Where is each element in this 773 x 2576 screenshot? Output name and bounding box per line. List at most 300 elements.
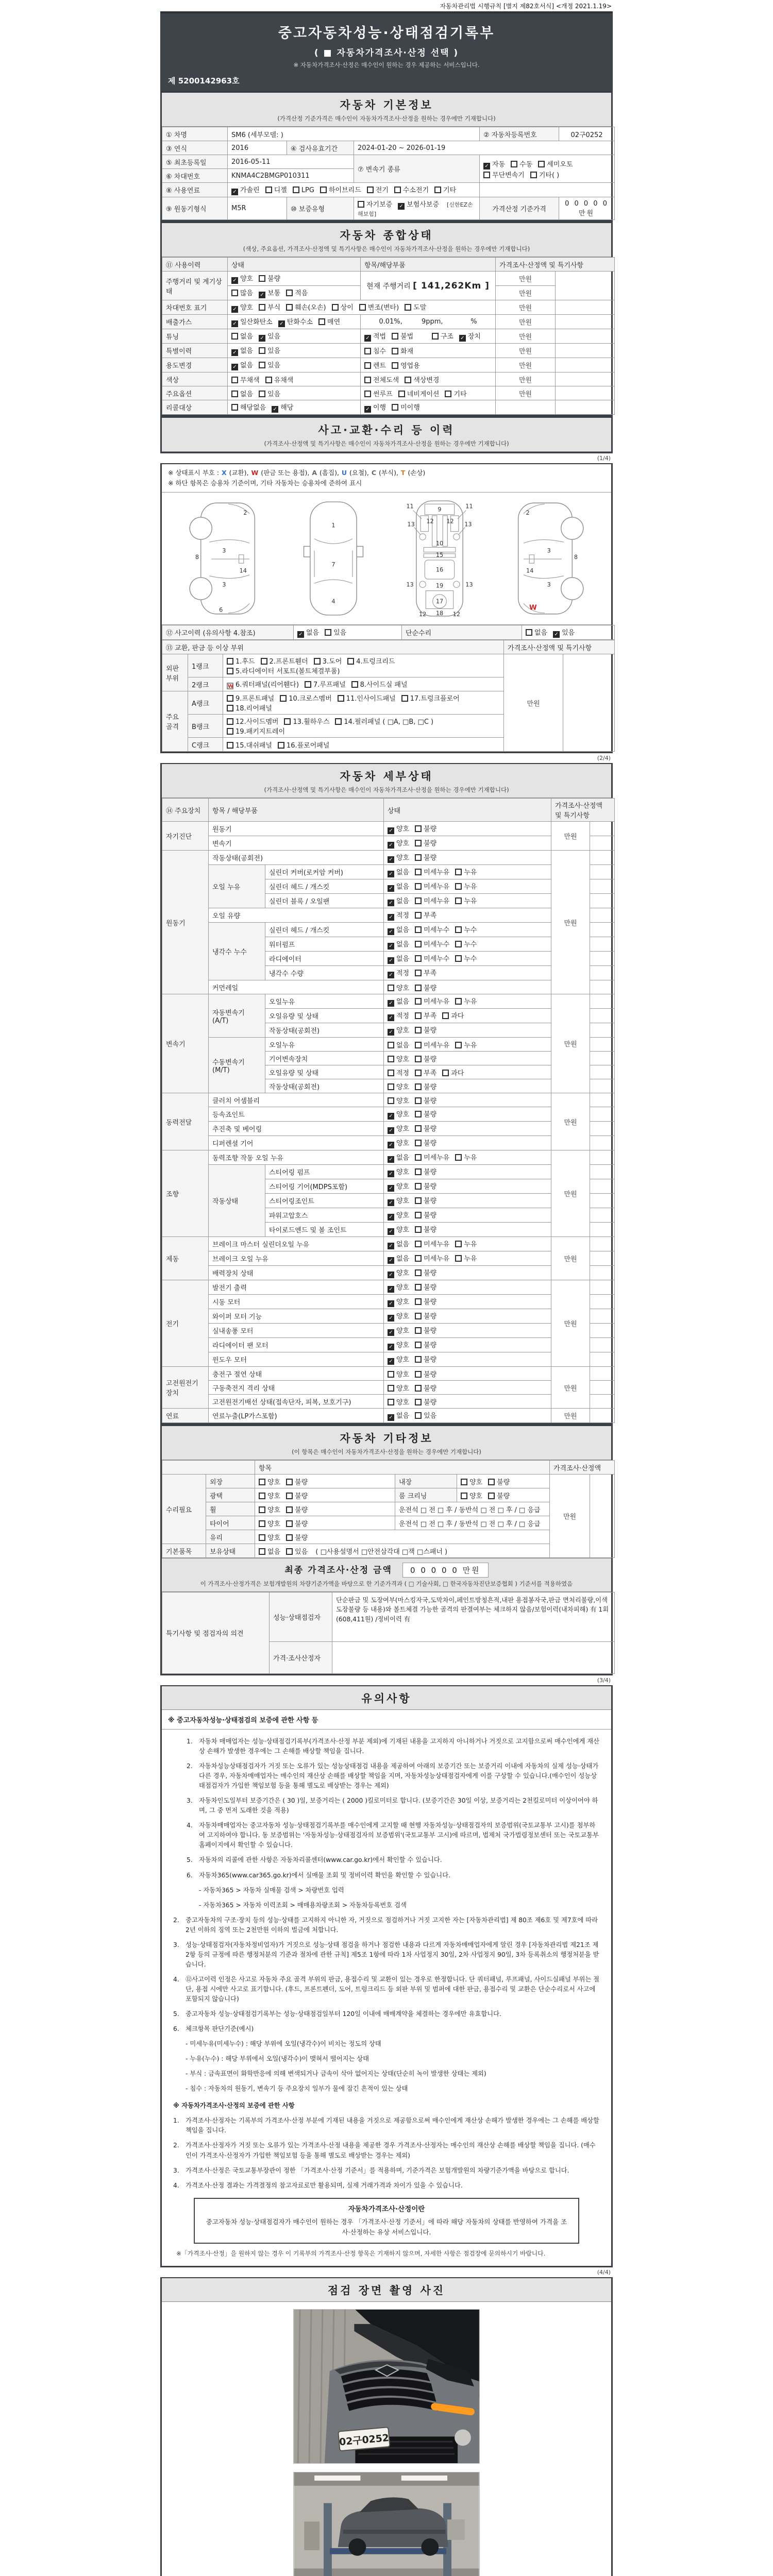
checkbox-label: 기타 [453, 390, 467, 398]
notice-title: 유의사항 [361, 1692, 412, 1705]
checkbox-icon [318, 318, 325, 325]
notice-item-text: 자동차의 리콜에 관한 사항은 자동차리콜센터(www.car.go.kr)에서 확인할 수 있습니다. [199, 1856, 442, 1864]
checkbox-label: 양호 [396, 1370, 410, 1379]
checkbox-icon [488, 1479, 495, 1485]
checkbox-option[interactable] [259, 302, 280, 312]
checkbox-icon [320, 187, 327, 193]
checkbox-label: 불량 [424, 1327, 437, 1335]
checkbox-option[interactable] [280, 693, 331, 703]
checkbox-label: 12.사이드멤버 [236, 718, 279, 726]
checkbox-option[interactable] [259, 1490, 280, 1500]
checkbox-option[interactable] [398, 199, 439, 210]
checkbox-option[interactable] [530, 170, 559, 179]
checkbox-option[interactable] [398, 388, 440, 398]
checkbox-option[interactable] [272, 402, 293, 413]
device-state-options [384, 836, 551, 851]
checkbox-option[interactable] [415, 1325, 436, 1335]
checkbox-option[interactable] [388, 852, 409, 863]
checkbox-option[interactable] [338, 693, 396, 703]
checkbox-option[interactable] [231, 184, 260, 195]
checkbox-option[interactable] [318, 316, 340, 326]
checkbox-option[interactable] [325, 627, 346, 637]
checkbox-option[interactable] [415, 939, 449, 948]
checkbox-option[interactable] [388, 1354, 409, 1365]
checkbox-option[interactable] [415, 867, 449, 876]
checkbox-option[interactable] [347, 656, 395, 666]
checkbox-option[interactable] [553, 627, 575, 638]
checkbox-icon [455, 955, 462, 962]
device-price-cell: 만원 [551, 1367, 590, 1409]
checkbox-label: 불량 [424, 1269, 437, 1277]
checkbox-option[interactable] [293, 187, 314, 194]
checkbox-option[interactable] [405, 302, 426, 312]
checkbox-label: 불량 [424, 1398, 437, 1406]
notice-item-number: 4. [187, 1822, 193, 1829]
checkbox-icon [227, 705, 233, 711]
checkbox-option[interactable] [488, 1477, 510, 1486]
state-options [228, 386, 361, 400]
checkbox-option[interactable] [415, 1123, 436, 1133]
checkbox-option[interactable] [415, 1354, 436, 1364]
device-state-options [384, 1136, 551, 1150]
checkbox-option[interactable] [231, 345, 253, 356]
checkbox-option[interactable] [415, 996, 449, 1006]
checkbox-option[interactable] [455, 924, 477, 934]
checkbox-option[interactable] [392, 331, 413, 341]
checkbox-label: 누수 [464, 926, 477, 934]
state-options [228, 358, 361, 372]
checkbox-option[interactable] [455, 953, 477, 963]
checkbox-option[interactable] [388, 1195, 409, 1206]
checkbox-option[interactable] [415, 1081, 436, 1091]
checkbox-option[interactable] [455, 996, 477, 1006]
checkbox-label: 불량 [424, 1183, 437, 1191]
checkbox-option[interactable] [231, 375, 260, 384]
checkbox-option[interactable] [415, 838, 436, 848]
checkbox-option[interactable] [388, 924, 409, 935]
checkbox-option[interactable] [314, 656, 342, 666]
notice-item [173, 2009, 600, 2019]
checkbox-option[interactable] [415, 1383, 436, 1393]
checkbox-option[interactable] [227, 666, 340, 675]
checkbox-option[interactable] [415, 1267, 436, 1277]
panel-rank-label: C랭크 [188, 738, 223, 752]
checkbox-icon [415, 1212, 422, 1218]
checkbox-option[interactable] [415, 1054, 436, 1063]
checkbox-option[interactable] [415, 910, 436, 920]
checkbox-icon [415, 1298, 422, 1305]
checkbox-option[interactable] [259, 1532, 280, 1542]
checkbox-option[interactable] [231, 302, 253, 313]
first-reg-value: 2016-05-11 [228, 155, 354, 169]
checkbox-option[interactable] [432, 331, 453, 341]
checkbox-option[interactable] [231, 388, 253, 398]
device-part-label: 등속죠인트 [209, 1107, 384, 1122]
checkbox-option[interactable] [259, 1518, 280, 1528]
checkbox-option[interactable] [284, 716, 329, 726]
checkbox-option[interactable] [388, 982, 409, 992]
checkbox-label: 양호 [396, 1313, 410, 1320]
checkbox-option[interactable] [388, 1340, 409, 1350]
checkbox-option[interactable] [227, 726, 285, 736]
checkbox-option[interactable] [388, 1325, 409, 1336]
checkbox-option[interactable] [364, 402, 386, 413]
checkbox-option[interactable] [286, 1477, 308, 1486]
checkbox-label: 불량 [424, 1125, 437, 1133]
device-part-label: 오일 유량 [209, 908, 384, 923]
checkbox-label: 누유 [464, 869, 477, 876]
device-remark-cell [590, 1038, 615, 1052]
checkbox-label: 불법 [400, 333, 414, 341]
checkbox-option[interactable] [286, 1518, 308, 1528]
checkbox-option[interactable] [388, 996, 409, 1007]
checkbox-option[interactable] [483, 159, 505, 170]
checkbox-option[interactable] [388, 1239, 409, 1249]
checkbox-option[interactable] [305, 679, 346, 689]
checkbox-option[interactable] [415, 1397, 436, 1406]
inspection-value: 2024-01-20 ~ 2026-01-19 [354, 141, 615, 155]
checkbox-option[interactable] [442, 1010, 464, 1020]
checkbox-option[interactable] [415, 953, 449, 963]
checkbox-option[interactable] [455, 939, 477, 948]
checkbox-option[interactable] [388, 1369, 409, 1379]
table-row [162, 1544, 615, 1558]
device-remark-cell [590, 865, 615, 879]
checkbox-option[interactable] [483, 170, 525, 179]
checkbox-option[interactable] [455, 867, 477, 876]
checkbox-option[interactable] [388, 881, 409, 892]
checkbox-option[interactable] [388, 1081, 409, 1091]
checkbox-option[interactable] [388, 1095, 409, 1105]
repair-item-extra: 운전석 □ 전 □ 후 / 동반석 □ 전 □ 후 / □ 응급 [395, 1502, 550, 1516]
checkbox-option[interactable] [388, 910, 409, 921]
checkbox-option[interactable] [415, 1152, 449, 1162]
checkbox-option[interactable] [415, 982, 436, 992]
checkbox-option[interactable] [388, 1397, 409, 1406]
checkbox-option[interactable] [227, 656, 255, 666]
checkbox-option[interactable] [388, 1296, 409, 1307]
checkbox-option[interactable] [227, 679, 299, 689]
checkbox-option[interactable] [415, 1410, 436, 1420]
checkbox-label: 양호 [396, 1197, 410, 1205]
diagram-number: 14 [239, 567, 247, 574]
checkbox-option[interactable] [358, 199, 392, 209]
checkbox-icon [364, 348, 371, 354]
checkbox-option[interactable] [415, 1369, 436, 1379]
checkbox-option[interactable] [488, 1490, 510, 1500]
checkbox-icon [415, 840, 422, 846]
checkbox-option[interactable] [388, 823, 409, 834]
checkbox-option[interactable] [388, 1166, 409, 1177]
checkbox-option[interactable] [388, 1123, 409, 1134]
checkbox-option[interactable] [415, 1296, 436, 1306]
checkbox-option[interactable] [415, 1095, 436, 1105]
checkbox-option[interactable] [231, 316, 273, 327]
checkbox-label: 부식 [267, 304, 281, 312]
checkbox-option[interactable] [259, 1504, 280, 1514]
panel-items-line [227, 666, 500, 675]
checkbox-option[interactable] [286, 302, 326, 312]
notice-subitem [187, 1886, 600, 1895]
checkbox-option[interactable] [320, 184, 361, 194]
checkbox-option[interactable] [259, 287, 280, 298]
checkbox-option[interactable] [415, 1224, 436, 1234]
checkbox-option[interactable] [364, 388, 393, 398]
checkbox-option[interactable] [392, 360, 420, 370]
device-group-label: 제동 [162, 1237, 209, 1280]
checkbox-option[interactable] [415, 1166, 436, 1176]
checkbox-option[interactable] [388, 1267, 409, 1278]
checkbox-option[interactable] [455, 1152, 477, 1162]
checkbox-option[interactable] [415, 1253, 449, 1263]
device-state-options [384, 1052, 551, 1065]
page-marker-4: (4/4) [597, 2268, 611, 2276]
checkbox-option[interactable] [511, 159, 532, 168]
device-part-label: 오일누유 [265, 994, 384, 1009]
checkbox-option[interactable] [415, 1138, 436, 1147]
checkbox-option[interactable] [259, 345, 280, 355]
checkbox-option[interactable] [388, 1311, 409, 1321]
checkbox-option[interactable] [286, 1532, 308, 1542]
table-row [162, 197, 615, 220]
checkbox-option[interactable] [388, 1109, 409, 1120]
checkbox-option[interactable] [388, 1224, 409, 1235]
device-part-label: 디퍼렌셜 기어 [209, 1136, 384, 1150]
notice-criteria [173, 2054, 600, 2064]
checkbox-option[interactable] [388, 1025, 409, 1036]
checkbox-option[interactable] [231, 402, 266, 412]
checkbox-icon: W [228, 684, 234, 689]
price-cell: 만원 [496, 272, 556, 286]
checkbox-option[interactable] [259, 273, 280, 283]
checkbox-option[interactable] [415, 968, 436, 977]
checkbox-icon [415, 955, 422, 962]
checkbox-option[interactable] [286, 287, 308, 297]
checkbox-option[interactable] [415, 895, 449, 905]
checkbox-label: LPG [301, 187, 314, 194]
checkbox-option[interactable] [461, 1490, 482, 1500]
checkbox-label: 양호 [267, 1520, 281, 1528]
checkbox-option[interactable] [388, 1210, 409, 1221]
checkbox-label: 불량 [424, 1370, 437, 1379]
checkbox-option[interactable] [231, 273, 253, 284]
checkbox-option[interactable] [415, 1010, 436, 1020]
checkbox-option[interactable] [278, 740, 329, 750]
checkbox-label: 구조 [440, 333, 453, 341]
checkbox-label: 불량 [295, 1492, 308, 1500]
checkbox-option[interactable] [405, 375, 439, 384]
device-remark-cell [590, 966, 615, 980]
checkbox-option[interactable] [259, 360, 280, 369]
checkbox-option[interactable] [388, 1282, 409, 1293]
checkbox-option[interactable] [388, 1181, 409, 1192]
notice-item-number: 2. [173, 1916, 179, 1924]
options-line [483, 170, 611, 179]
checkbox-option[interactable] [415, 924, 449, 934]
checkbox-icon [286, 1479, 293, 1485]
checkbox-option[interactable] [445, 388, 466, 398]
checkbox-option[interactable] [392, 346, 413, 355]
checkbox-option[interactable] [359, 302, 399, 312]
diagram-number: 12 [426, 518, 434, 525]
checkbox-option[interactable] [442, 1067, 464, 1077]
device-group-label: 자기진단 [162, 822, 209, 851]
panel-items-line [227, 693, 500, 703]
checkbox-option[interactable] [227, 740, 272, 750]
checkbox-option[interactable] [388, 1152, 409, 1163]
checkbox-icon [286, 1548, 293, 1555]
diagram-number: 13 [464, 521, 472, 528]
checkbox-option[interactable] [332, 302, 354, 312]
checkbox-option[interactable] [265, 375, 294, 384]
table-row [162, 836, 615, 851]
checkbox-option[interactable] [388, 1054, 409, 1063]
table-header-row [162, 640, 615, 654]
checkbox-option[interactable] [401, 693, 460, 703]
checkbox-option[interactable] [461, 1477, 482, 1486]
checkbox-option[interactable] [388, 1138, 409, 1148]
checkbox-option[interactable] [415, 1025, 436, 1035]
checkbox-option[interactable] [415, 1210, 436, 1219]
checkbox-option[interactable] [415, 1239, 449, 1248]
base-price-label: 가격산정 기준가격 [480, 197, 559, 220]
checkbox-label: 과다 [451, 1012, 464, 1020]
checkbox-option[interactable] [227, 703, 272, 713]
tuning-kind-options [432, 331, 486, 342]
checkbox-option[interactable] [259, 1477, 280, 1486]
checkbox-option[interactable] [455, 1239, 477, 1248]
checkbox-option[interactable] [388, 1383, 409, 1393]
checkbox-icon [259, 1493, 265, 1499]
checkbox-option[interactable] [455, 1040, 477, 1049]
checkbox-option[interactable] [526, 627, 547, 637]
checkbox-option[interactable] [388, 939, 409, 950]
checkbox-option[interactable] [231, 360, 253, 370]
checkbox-option[interactable] [297, 627, 319, 638]
checkbox-label: 탄화수소 [287, 318, 313, 326]
checkbox-option[interactable] [227, 693, 274, 703]
checkbox-option[interactable] [415, 852, 436, 862]
checkbox-option[interactable] [335, 716, 433, 726]
checkbox-option[interactable] [286, 1546, 308, 1556]
checkbox-label: 미세누유 [424, 897, 450, 905]
checkbox-option[interactable] [259, 331, 280, 342]
checkbox-icon [231, 404, 238, 411]
simple-repair-options [522, 625, 615, 640]
checkbox-label: 세미오토 [547, 160, 573, 168]
checkbox-option[interactable] [459, 331, 481, 342]
checkbox-icon [455, 1241, 462, 1247]
diagram-number: 9 [438, 506, 442, 513]
checkbox-label: 보통 [267, 290, 281, 297]
checkbox-option[interactable] [434, 184, 456, 194]
checkbox-option[interactable] [415, 1181, 436, 1191]
checkbox-option[interactable] [286, 1504, 308, 1514]
checkbox-option[interactable] [278, 316, 313, 327]
checkbox-option[interactable] [415, 881, 449, 891]
price-definition-title: 자동차가격조사·산정이란 [348, 2205, 425, 2213]
section-basic-info [160, 92, 613, 222]
checkbox-icon: ✓ [388, 1272, 394, 1278]
checkbox-option[interactable] [364, 331, 386, 342]
checkbox-option[interactable] [388, 895, 409, 906]
table-row [162, 1093, 615, 1107]
checkbox-option[interactable] [538, 159, 573, 168]
checkbox-icon [259, 275, 265, 282]
checkbox-option[interactable] [455, 1253, 477, 1263]
checkbox-option[interactable] [455, 895, 477, 905]
checkbox-option[interactable] [415, 1195, 436, 1205]
checkbox-option[interactable] [388, 1410, 409, 1421]
checkbox-label: 7.루프패널 [313, 681, 346, 689]
checkbox-option[interactable] [455, 881, 477, 891]
checkbox-option[interactable] [415, 1311, 436, 1320]
checkbox-option[interactable] [364, 360, 386, 370]
checkbox-option[interactable] [388, 867, 409, 877]
diagram-number: 12 [452, 611, 461, 618]
checkbox-option[interactable] [388, 1010, 409, 1021]
checkbox-option[interactable] [286, 1490, 308, 1500]
device-mid-label: 수동변속기 (M/T) [209, 1038, 265, 1093]
checkbox-option[interactable] [259, 388, 280, 398]
header-state: 상태 [384, 799, 551, 822]
checkbox-icon: ✓ [231, 320, 238, 327]
legend-code-W: W [251, 469, 259, 477]
checkbox-label: 불량 [295, 1478, 308, 1486]
checkbox-option[interactable] [259, 1546, 280, 1556]
checkbox-option[interactable] [388, 838, 409, 849]
checkbox-option[interactable] [351, 679, 408, 689]
checkbox-option[interactable] [388, 1067, 409, 1077]
inspector-opinion-table [162, 1592, 615, 1674]
checkbox-option[interactable] [261, 656, 308, 666]
checkbox-icon [455, 1042, 462, 1048]
checkbox-option[interactable] [227, 716, 278, 726]
device-remark-cell [590, 1251, 615, 1266]
checkbox-option[interactable] [392, 402, 420, 412]
notice-item-text: 자동차 매매업자는 성능·상태점검기록부(가격조사·산정 부분 제외)에 기재된 내용을 고지하지 아니하거나 거짓으로 고지함으로써 매수인에게 재산상 손해가 발생한 경우에는 그 손해를 배상할 책임을 집니다. [199, 1738, 600, 1755]
checkbox-option[interactable] [388, 1040, 409, 1049]
checkbox-option[interactable] [364, 346, 386, 355]
checkbox-label: 4.트렁크리드 [356, 658, 395, 666]
checkbox-option[interactable] [415, 823, 436, 833]
checkbox-option[interactable] [415, 1040, 449, 1049]
checkbox-icon: ✓ [388, 1300, 394, 1307]
checkbox-option[interactable] [231, 331, 253, 341]
checkbox-label: 없음 [240, 333, 254, 341]
device-part-label: 구동축전지 격리 상태 [209, 1381, 384, 1395]
checkbox-option[interactable] [265, 184, 287, 194]
checkbox-label: 없음 [306, 629, 320, 637]
checkbox-option[interactable] [415, 1282, 436, 1292]
checkbox-option[interactable] [388, 968, 409, 978]
checkbox-option[interactable] [364, 375, 399, 384]
device-state-options [384, 923, 551, 937]
checkbox-icon [415, 985, 422, 991]
checkbox-option[interactable] [367, 184, 389, 194]
checkbox-option[interactable] [415, 1340, 436, 1349]
checkbox-option[interactable] [388, 1253, 409, 1264]
checkbox-option[interactable] [415, 1067, 436, 1077]
notice-subitem-text: - 자동차365 > 자동차 이력조회 > 매매용차량조회 > 자동차등록번호 검색 [199, 1901, 407, 1909]
checkbox-option[interactable] [415, 1109, 436, 1118]
legend-code-desc: (교환), [227, 469, 251, 477]
checkbox-label: 불량 [424, 1055, 437, 1063]
checkbox-option[interactable] [394, 184, 429, 194]
checkbox-option[interactable] [388, 953, 409, 964]
legend-code-desc: (판금 또는 용접), [259, 469, 312, 477]
checkbox-option[interactable] [231, 287, 253, 297]
